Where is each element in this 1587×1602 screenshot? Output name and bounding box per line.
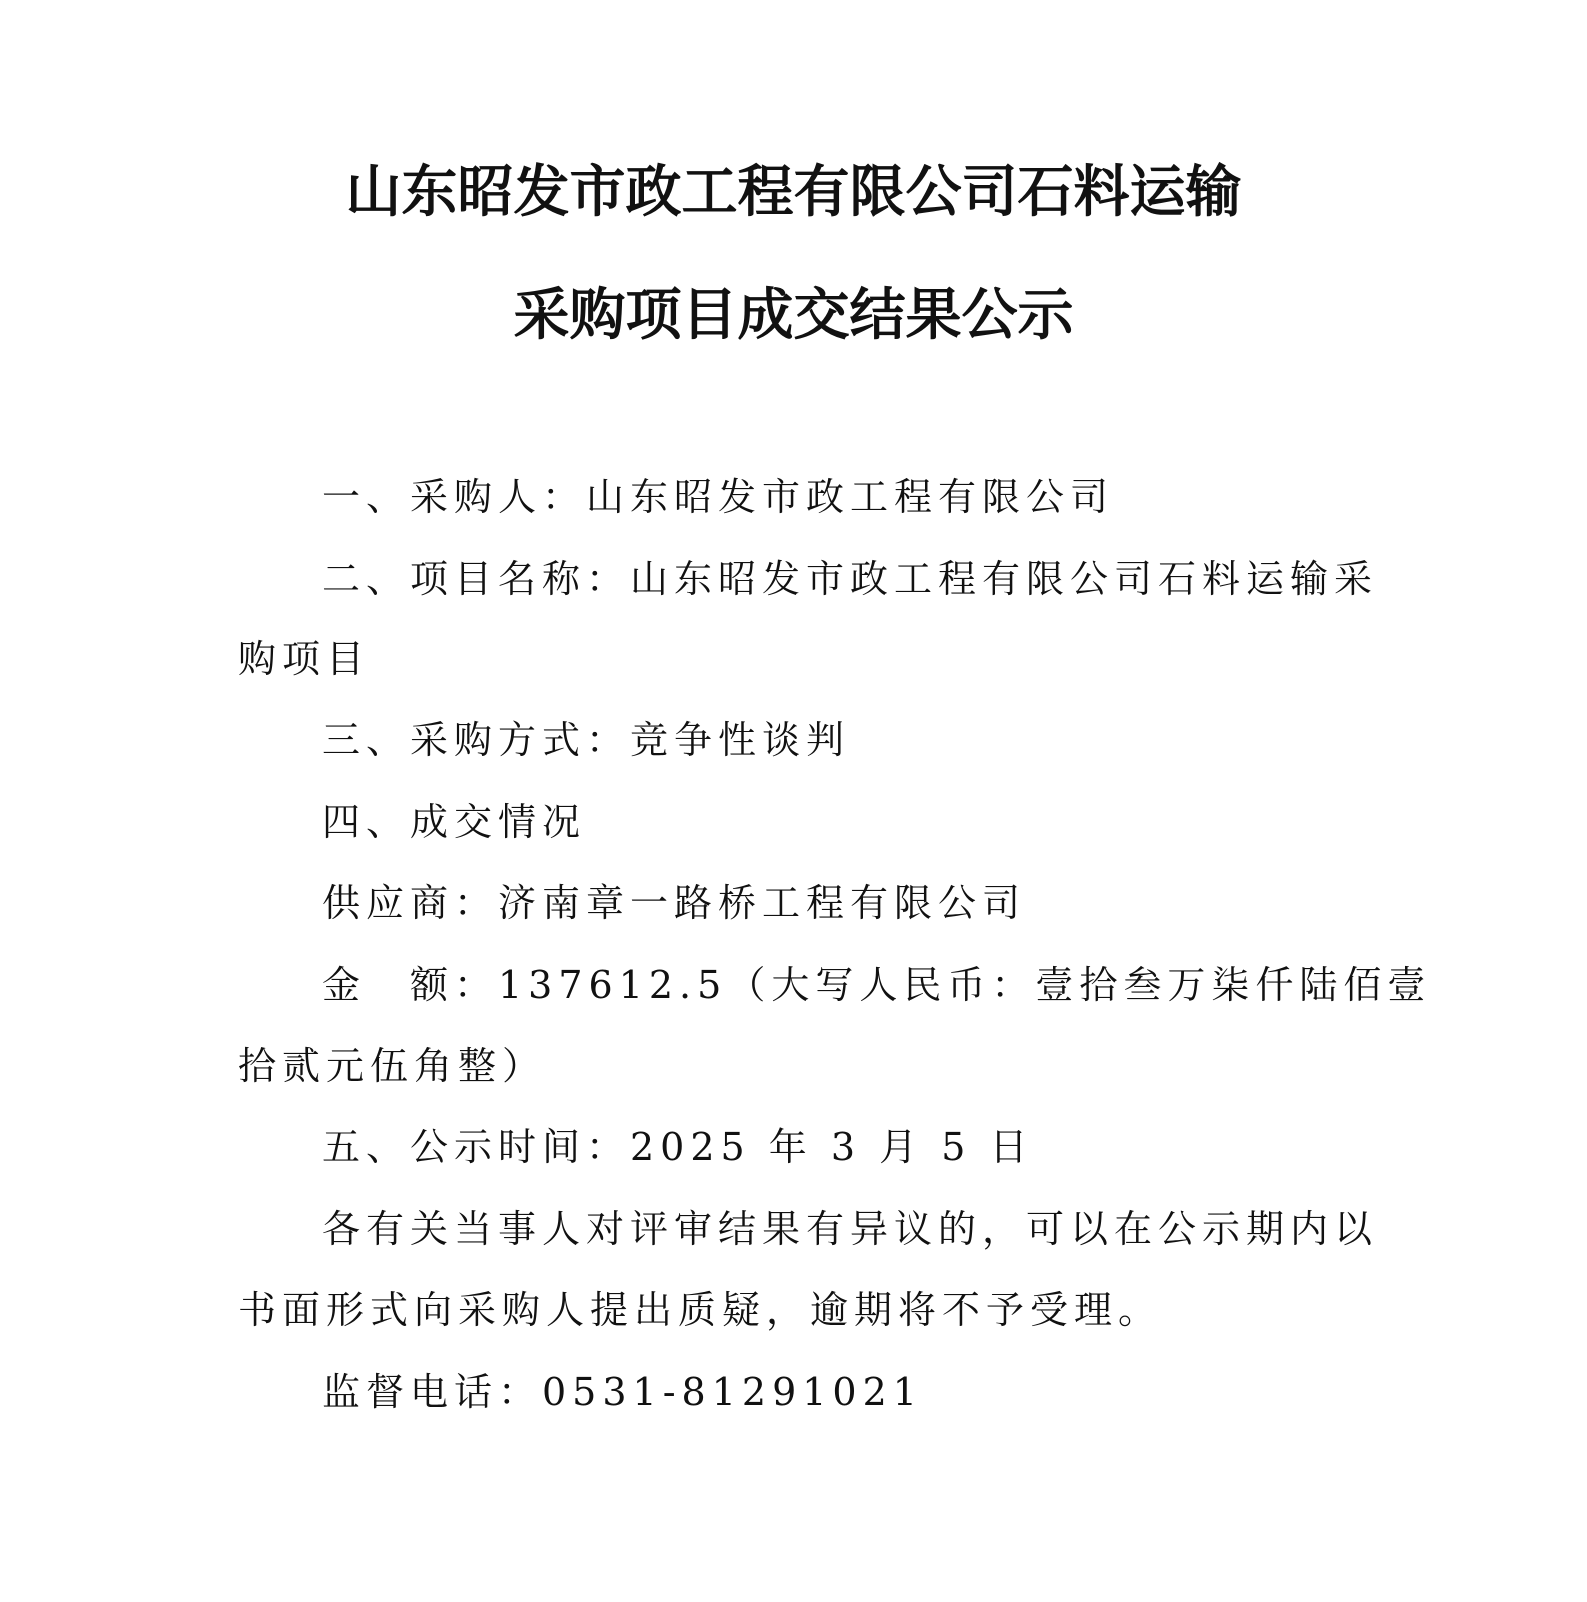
document-title-line-1: 山东昭发市政工程有限公司石料运输 [345, 159, 1242, 225]
supplier-line: 供应商：济南章一路桥工程有限公司 [322, 881, 1027, 925]
document-title-line-2: 采购项目成交结果公示 [513, 282, 1074, 348]
supervision-phone-line: 监督电话：0531-81291021 [322, 1370, 923, 1414]
amount-line: 金 额：137612.5（大写人民币：壹拾叁万柒仟陆佰壹 [322, 963, 1432, 1007]
procurement-method-line: 三、采购方式：竞争性谈判 [322, 718, 851, 762]
objection-notice-continuation: 书面形式向采购人提出质疑，逾期将不予受理。 [238, 1288, 1163, 1332]
project-name-line: 二、项目名称：山东昭发市政工程有限公司石料运输采 [322, 557, 1379, 601]
objection-notice-line: 各有关当事人对评审结果有异议的，可以在公示期内以 [322, 1207, 1379, 1251]
deal-status-heading: 四、成交情况 [322, 800, 587, 844]
project-name-continuation: 购项目 [238, 637, 371, 681]
publicity-time-line: 五、公示时间：2025 年 3 月 5 日 [322, 1125, 1034, 1169]
purchaser-line: 一、采购人：山东昭发市政工程有限公司 [322, 475, 1115, 519]
amount-continuation: 拾贰元伍角整） [238, 1044, 547, 1088]
